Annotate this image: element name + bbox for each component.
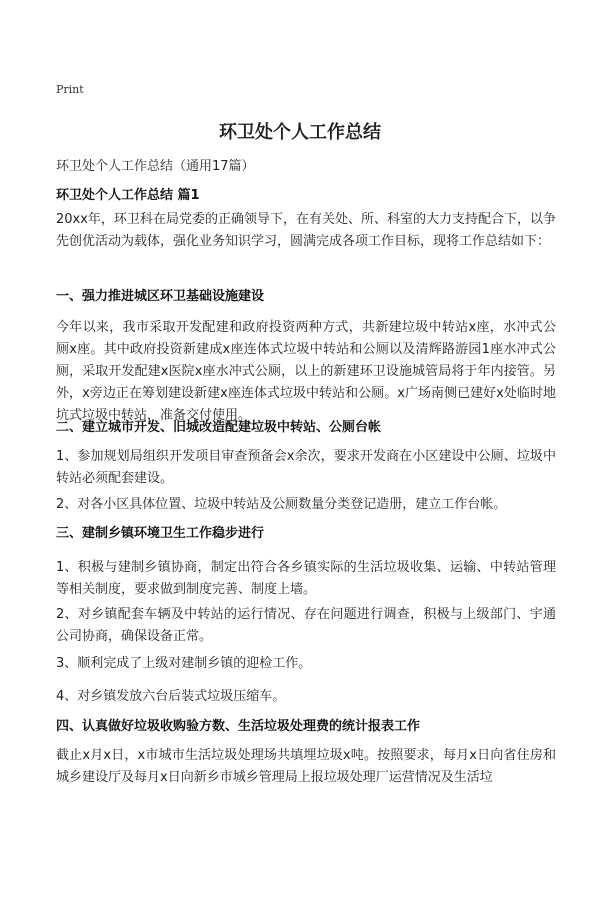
- paragraph-3-2: 2、对乡镇配套车辆及中转站的运行情况、存在问题进行调查，积极与上级部门、宇通公司协商，确保设备正常。: [56, 607, 556, 644]
- paragraph-3-3: 3、顺利完成了上级对建制乡镇的迎检工作。: [56, 656, 312, 671]
- paragraph-3-4: 4、对乡镇发放六台后装式垃圾压缩车。: [56, 689, 286, 704]
- paragraph-4-1: 截止x月x日，x市城市生活垃圾处理场共填埋垃圾x吨。按照要求，每月x日向省住房和城乡建设厅及每月x日向新乡市城乡管理局上报垃圾处理厂运营情况及生活垃: [56, 748, 556, 785]
- section-title: 环卫处个人工作总结 篇1: [56, 188, 200, 203]
- paragraph-2-2: 2、对各小区具体位置、垃圾中转站及公厕数量分类登记造册，建立工作台帐。: [56, 497, 507, 512]
- paragraph-3-1: 1、积极与建制乡镇协商，制定出符合各乡镇实际的生活垃圾收集、运输、中转站管理等相关制度，要求做到制度完善、制度上墙。: [56, 560, 556, 597]
- heading-1: 一、强力推进城区环卫基础设施建设: [56, 289, 265, 304]
- print-label[interactable]: Print: [56, 83, 84, 96]
- heading-3: 三、建制乡镇环境卫生工作稳步进行: [56, 526, 265, 541]
- paragraph-intro: 20xx年，环卫科在局党委的正确领导下，在有关处、所、科室的大力支持配合下，以争先创优活动为载体，强化业务知识学习，圆满完成各项工作目标，现将工作总结如下：: [56, 212, 556, 249]
- paragraph-1: 今年以来，我市采取开发配建和政府投资两种方式，共新建垃圾中转站x座，水冲式公厕x座。其中政府投资新建成x座连体式垃圾中转站和公厕以及清辉路游园1座水冲式公厕，采取开发配建x医院x座水冲式公厕，以上的新建环卫设施城管局将于年内接管。另外，x旁边正在筹划建设新建x座连体式垃圾中转站和公厕。x广场南侧已建好x处临时地坑式垃圾中转站，准备交付使用。: [56, 320, 556, 423]
- heading-4: 四、认真做好垃圾收购验方数、生活垃圾处理费的统计报表工作: [56, 719, 421, 734]
- heading-2: 二、建立城市开发、旧城改造配建垃圾中转站、公厕台帐: [56, 420, 382, 435]
- paragraph-2-1: 1、参加规划局组织开发项目审查预备会x余次，要求开发商在小区建设中公厕、垃圾中转站必须配套建设。: [56, 449, 556, 486]
- document-subtitle: 环卫处个人工作总结（通用17篇）: [56, 159, 255, 174]
- page-title: 环卫处个人工作总结: [219, 122, 381, 143]
